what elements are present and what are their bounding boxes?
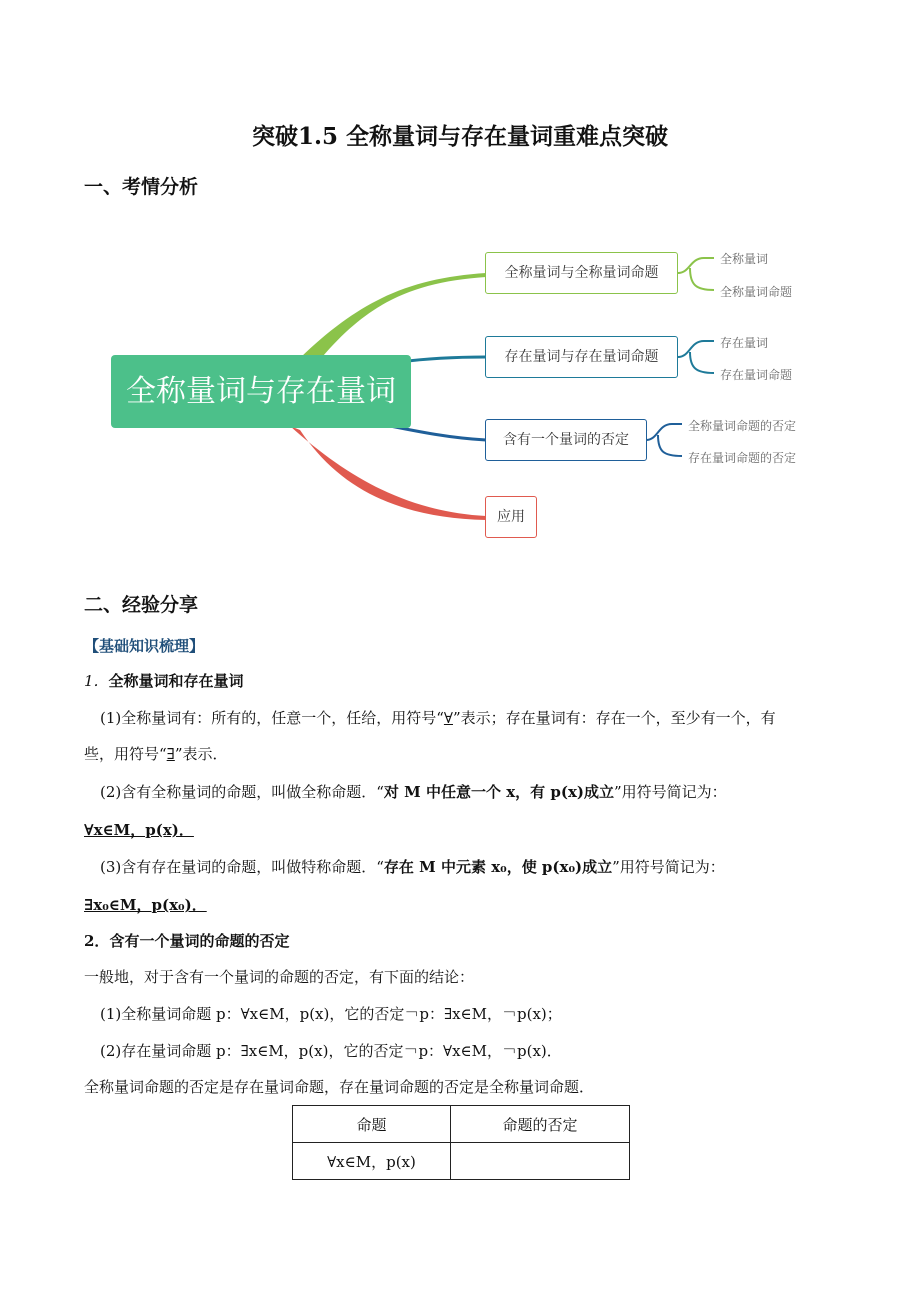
mindmap-node-existential: 存在量词与存在量词命题 bbox=[485, 336, 678, 378]
forall-symbol: ∀ bbox=[443, 709, 453, 727]
item-number: 1． bbox=[84, 672, 109, 690]
table-header-row bbox=[293, 1106, 630, 1143]
negation-table bbox=[292, 1105, 630, 1180]
paragraph-1-line-1 bbox=[100, 708, 776, 728]
mindmap-leaf: 全称量词命题的否定 bbox=[688, 419, 797, 433]
mindmap-leaf: 存在量词命题 bbox=[720, 368, 793, 382]
mindmap-root: 全称量词与存在量词 bbox=[111, 355, 411, 428]
table-cell bbox=[451, 1143, 630, 1180]
formula-existential: ∃x₀∈M，p(x₀)． bbox=[84, 896, 207, 914]
branch-connector-4 bbox=[290, 426, 486, 520]
mindmap-leaf: 存在量词 bbox=[720, 336, 769, 350]
text-span: ”表示；存在量词有：存在一个，至少有一个，有 bbox=[452, 709, 776, 727]
table-row bbox=[293, 1143, 630, 1180]
mindmap-node-application: 应用 bbox=[485, 496, 537, 538]
leaf-bracket-1 bbox=[678, 258, 714, 290]
item-1-heading bbox=[84, 671, 244, 691]
page-title: 突破1.5 全称量词与存在量词重难点突破 bbox=[251, 123, 669, 150]
section-heading-analysis: 一、考情分析 bbox=[84, 176, 199, 198]
exists-symbol: ∃ bbox=[166, 745, 175, 763]
text-span: ”用符号简记为： bbox=[613, 783, 727, 801]
leaf-bracket-3 bbox=[646, 424, 682, 456]
table-header-cell: 命题 bbox=[293, 1106, 451, 1143]
paragraph-3 bbox=[100, 857, 725, 877]
mind-map bbox=[0, 0, 920, 560]
paragraph-7: 全称量词命题的否定是存在量词命题，存在量词命题的否定是全称量词命题． bbox=[84, 1078, 595, 1096]
bold-phrase: 对 M 中任意一个 x，有 p(x)成立 bbox=[383, 783, 614, 801]
table-cell: ∀x∈M，p(x) bbox=[293, 1143, 451, 1180]
knowledge-tag: 【基础知识梳理】 bbox=[84, 637, 205, 655]
paragraph-2 bbox=[100, 782, 727, 802]
item-title: 含有一个量词的命题的否定 bbox=[109, 932, 290, 950]
mindmap-node-negation: 含有一个量词的否定 bbox=[485, 419, 647, 461]
paragraph-1-line-2 bbox=[84, 744, 227, 764]
leaf-bracket-2 bbox=[678, 341, 714, 373]
section-heading-experience: 二、经验分享 bbox=[84, 594, 199, 616]
text-span: (3)含有存在量词的命题，叫做特称命题．“ bbox=[100, 858, 384, 876]
text-span: 些，用符号“ bbox=[84, 745, 167, 763]
paragraph-6: (2)存在量词命题 p：∃x∈M，p(x)，它的否定￢p：∀x∈M，￢p(x)． bbox=[100, 1042, 562, 1060]
bold-phrase: 存在 M 中元素 x₀，使 p(x₀)成立 bbox=[383, 858, 613, 876]
branch-connector-1 bbox=[300, 273, 486, 362]
formula-universal: ∀x∈M，p(x)． bbox=[84, 821, 194, 839]
paragraph-5: (1)全称量词命题 p：∀x∈M，p(x)，它的否定￢p：∃x∈M，￢p(x)； bbox=[100, 1005, 562, 1023]
text-span: (2)含有全称量词的命题，叫做全称命题．“ bbox=[100, 783, 384, 801]
branch-connector-2 bbox=[400, 357, 486, 362]
mindmap-leaf: 存在量词命题的否定 bbox=[688, 451, 797, 465]
mindmap-node-universal: 全称量词与全称量词命题 bbox=[485, 252, 678, 294]
item-title: 全称量词和存在量词 bbox=[108, 672, 244, 690]
mindmap-leaf: 全称量词命题 bbox=[720, 285, 793, 299]
text-span: (1)全称量词有：所有的，任意一个，任给，用符号“ bbox=[100, 709, 444, 727]
item-number: 2． bbox=[84, 932, 110, 950]
item-2-heading bbox=[84, 931, 289, 951]
paragraph-4: 一般地，对于含有一个量词的命题的否定，有下面的结论： bbox=[84, 968, 475, 986]
table-header-cell: 命题的否定 bbox=[451, 1106, 630, 1143]
mindmap-leaf: 全称量词 bbox=[720, 252, 769, 266]
text-span: ”用符号简记为： bbox=[612, 858, 725, 876]
text-span: ”表示． bbox=[174, 745, 228, 763]
